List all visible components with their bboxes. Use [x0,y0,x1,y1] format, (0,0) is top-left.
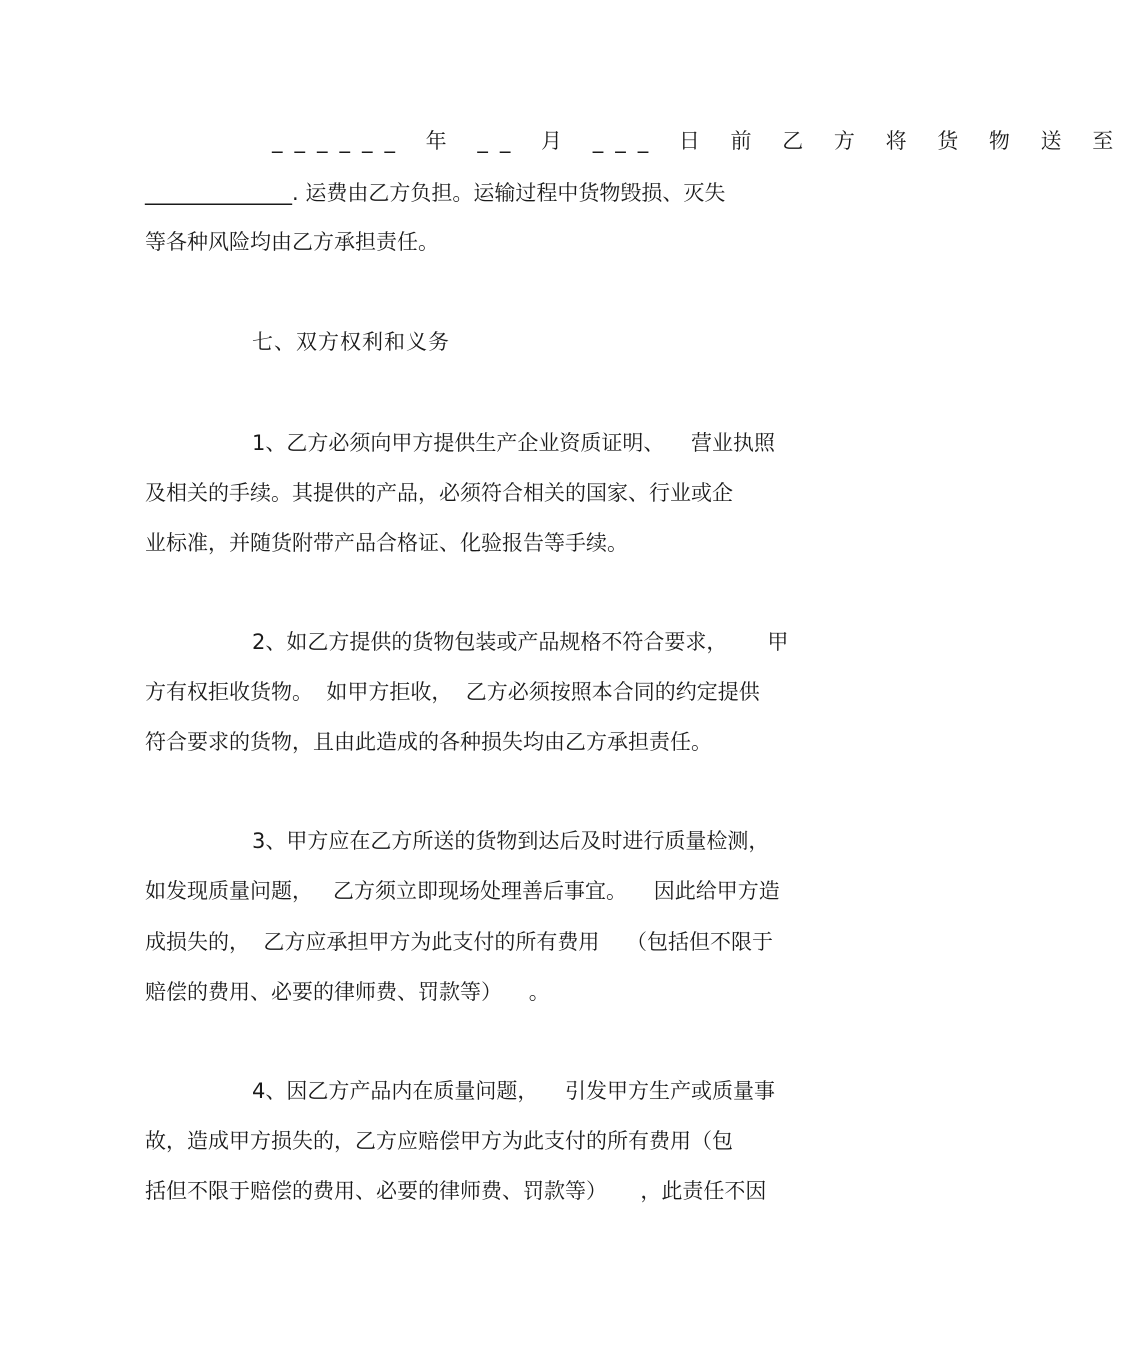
clause-4-line-3: 括但不限于赔偿的费用、必要的律师费、罚款等） ，此责任不因 [145,1179,767,1203]
clause-3-line-1: 3、甲方应在乙方所送的货物到达后及时进行质量检测， [252,829,770,853]
delivery-line-3: 等各种风险均由乙方承担责任。 [145,230,439,254]
clause-3-line-4: 赔偿的费用、必要的律师费、罚款等） 。 [145,980,550,1004]
clause-4-line-2: 故，造成甲方损失的，乙方应赔偿甲方为此支付的所有费用（包 [145,1129,733,1153]
delivery-line-1: ______ 年 __ 月 ___ 日 前 乙 方 将 货 物 送 至 [272,129,1125,153]
clause-1-line-3: 业标准，并随货附带产品合格证、化验报告等手续。 [145,531,628,555]
clause-2-line-1: 2、如乙方提供的货物包装或产品规格不符合要求， 甲 [252,630,789,654]
clause-4-line-1: 4、因乙方产品内在质量问题， 引发甲方生产或质量事 [252,1079,776,1103]
delivery-line-2: ______________. 运费由乙方负担。运输过程中货物毁损、灭失 [145,181,726,205]
clause-2-line-3: 符合要求的货物，且由此造成的各种损失均由乙方承担责任。 [145,730,712,754]
section-heading-rights-obligations: 七、双方权利和义务 [252,330,450,354]
clause-2-line-2: 方有权拒收货物。 如甲方拒收， 乙方必须按照本合同的约定提供 [145,680,760,704]
clause-1-line-2: 及相关的手续。其提供的产品，必须符合相关的国家、行业或企 [145,481,733,505]
clause-3-line-3: 成损失的， 乙方应承担甲方为此支付的所有费用 （包括但不限于 [145,930,774,954]
clause-1-line-1: 1、乙方必须向甲方提供生产企业资质证明、 营业执照 [252,431,776,455]
clause-3-line-2: 如发现质量问题， 乙方须立即现场处理善后事宜。 因此给甲方造 [145,879,780,903]
